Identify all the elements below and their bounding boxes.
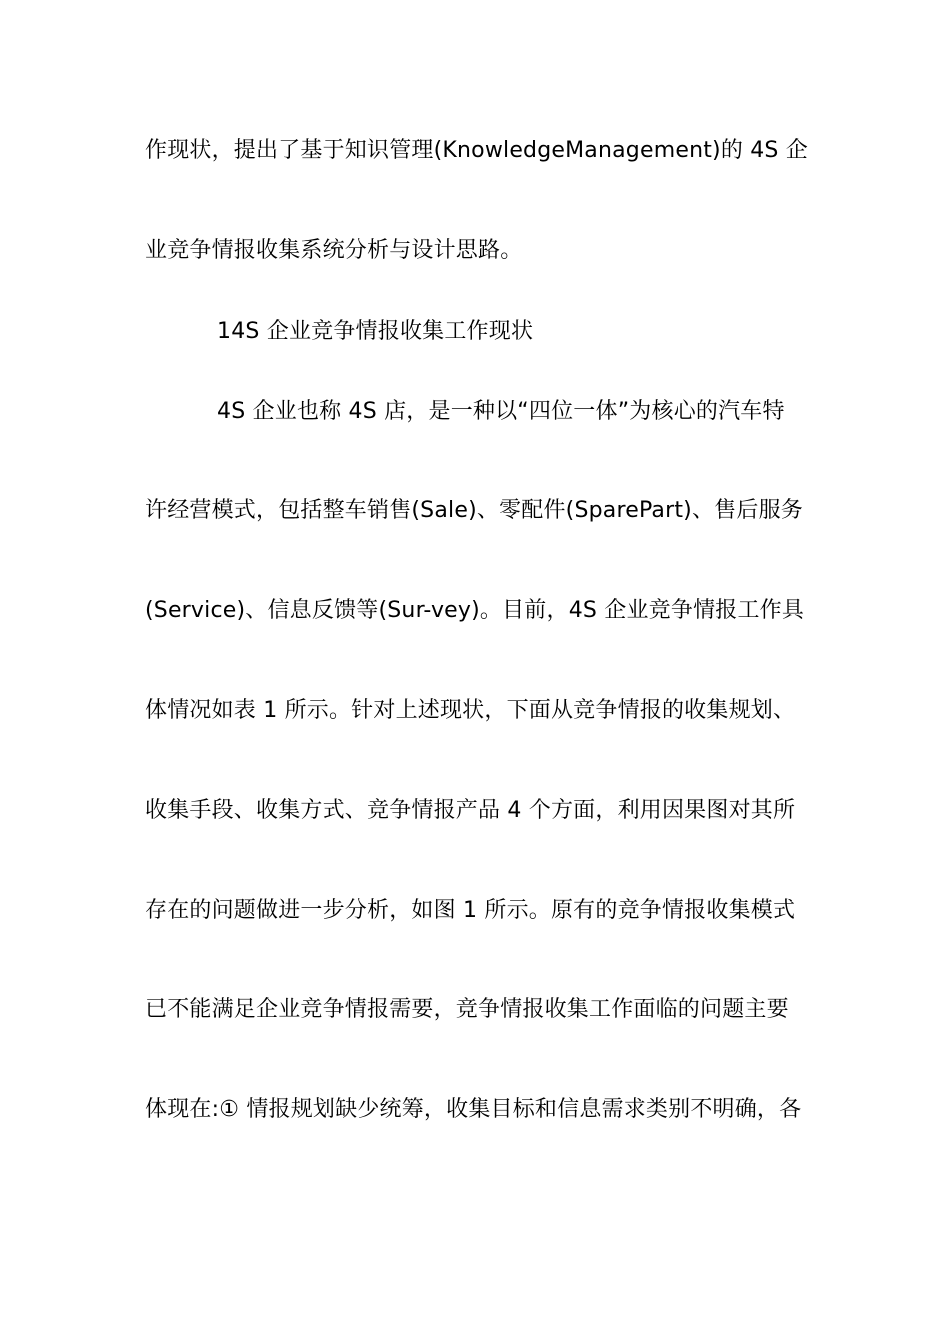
paragraph-line: (Service)、信息反馈等(Sur-vey)。目前，4S 企业竞争情报工作具 bbox=[145, 598, 805, 623]
paragraph-line: 已不能满足企业竞争情报需要，竞争情报收集工作面临的问题主要 bbox=[145, 997, 789, 1022]
paragraph-line: 4S 企业也称 4S 店，是一种以“四位一体”为核心的汽车特 bbox=[217, 399, 785, 424]
paragraph-line: 许经营模式，包括整车销售(Sale)、零配件(SparePart)、售后服务 bbox=[145, 498, 803, 523]
paragraph-line: 业竞争情报收集系统分析与设计思路。 bbox=[145, 238, 523, 263]
paragraph-line: 收集手段、收集方式、竞争情报产品 4 个方面，利用因果图对其所 bbox=[145, 798, 796, 823]
paragraph-line: 存在的问题做进一步分析，如图 1 所示。原有的竞争情报收集模式 bbox=[145, 898, 796, 923]
paragraph-line: 体情况如表 1 所示。针对上述现状，下面从竞争情报的收集规划、 bbox=[145, 698, 796, 723]
paragraph-line: 作现状，提出了基于知识管理(KnowledgeManagement)的 4S 企 bbox=[145, 138, 808, 163]
section-heading: 14S 企业竞争情报收集工作现状 bbox=[217, 319, 534, 344]
paragraph-line: 体现在:① 情报规划缺少统筹，收集目标和信息需求类别不明确，各 bbox=[145, 1097, 802, 1122]
